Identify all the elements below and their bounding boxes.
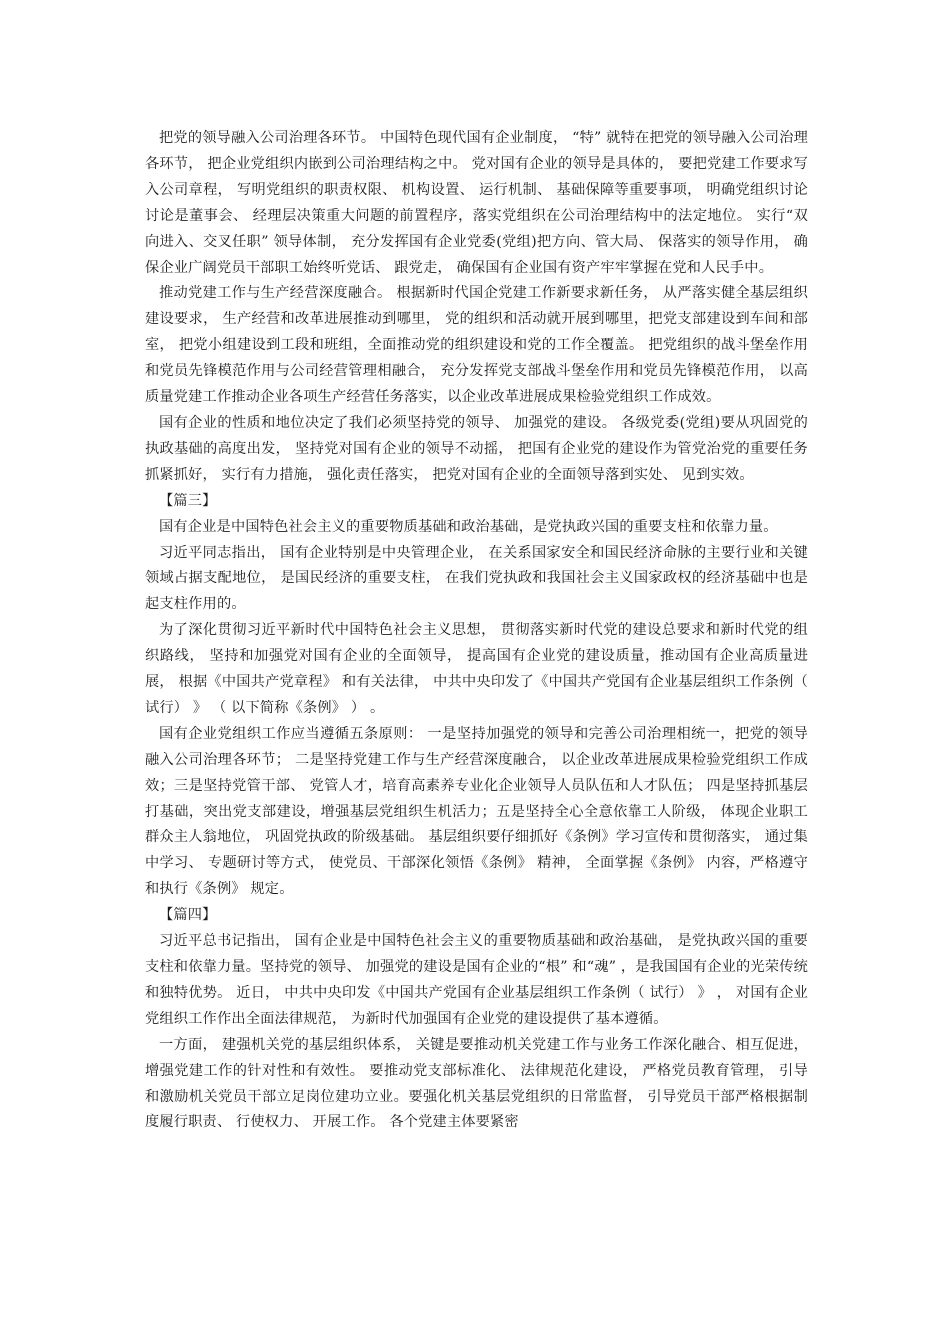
section-heading-part-three: 【篇三】 xyxy=(159,492,217,509)
section-heading-part-four: 【篇四】 xyxy=(159,907,217,924)
paragraph-organ-grassroots-system: 一方面， 建强机关党的基层组织体系， 关键是要推动机关党建工作与业务工作深化融合、相互促进， 增强党建工作的针对性和有效性。 要推动党支部标准化、 法律规范化建设， 严格党员教育管理， 引导和激励机关党员干部立足岗位建功立业。要强化机关基层党组织的日常监督， 引导党员干部严格根据制度履行职责、 行使权力、 开展工作。 各个党建主体要紧密 xyxy=(145,1036,808,1131)
paragraph-soe-nature-status: 国有企业的性质和地位决定了我们必须坚持党的领导、 加强党的建设。 各级党委(党组)要从巩固党的执政基础的高度出发， 坚持党对国有企业的领导不动摇， 把国有企业党的建设作为管党治党的重要任务抓紧抓好， 实行有力措施， 强化责任落实， 把党对国有企业的全面领导落到实处、 见到实效。 xyxy=(145,414,808,483)
paragraph-party-building-production: 推动党建工作与生产经营深度融合。 根据新时代国企党建工作新要求新任务， 从严落实健全基层组织建设要求， 生产经营和改革进展推动到哪里， 党的组织和活动就开展到哪里，把党支部建设到车间和部室， 把党小组建设到工段和班组，全面推动党的组织建设和党的工作全覆盖。 把党组织的战斗堡垒作用和党员先锋模范作用与公司经营管理相融合， 充分发挥党支部战斗堡垒作用和党员先锋模范作用， 以高质量党建工作推动企业各项生产经营任务落实，以企业改革进展成果检验党组织工作成效。 xyxy=(145,285,808,406)
paragraph-soe-foundation: 国有企业是中国特色社会主义的重要物质基础和政治基础，是党执政兴国的重要支柱和依靠力量。 xyxy=(159,518,778,535)
paragraph-regulations-issued: 为了深化贯彻习近平新时代中国特色社会主义思想， 贯彻落实新时代党的建设总要求和新时代党的组织路线， 坚持和加强党对国有企业的全面领导， 提高国有企业党的建设质量，推动国有企业高质量进展， 根据《中国共产党章程》 和有关法律， 中共中央印发了《中国共产党国有企业基层组织工作条例（ 试行） 》 （ 以下简称《条例》 ） 。 xyxy=(145,622,808,716)
paragraph-five-principles: 国有企业党组织工作应当遵循五条原则： 一是坚持加强党的领导和完善公司治理相统一，把党的领导融入公司治理各环节； 二是坚持党建工作与生产经营深度融合， 以企业改革进展成果检验党组织工作成效；三是坚持党管干部、 党管人才，培育高素养专业化企业领导人员队伍和人才队伍； 四是坚持抓基层打基础，突出党支部建设，增强基层党组织生机活力；五是坚持全心全意依靠工人阶级， 体现企业职工群众主人翁地位， 巩固党执政的阶级基础。 基层组织要仔细抓好《条例》学习宣传和贯彻落实， 通过集中学习、 专题研讨等方式， 使党员、干部深化领悟《条例》 精神， 全面掌握《条例》 内容，严格遵守和执行《条例》 规定。 xyxy=(145,725,808,898)
paragraph-root-and-soul: 习近平总书记指出， 国有企业是中国特色社会主义的重要物质基础和政治基础， 是党执政兴国的重要支柱和依靠力量。坚持党的领导、 加强党的建设是国有企业的“根” 和“魂” ，是我国国有企业的光荣传统和独特优势。 近日， 中共中央印发《中国共产党国有企业基层组织工作条例（ 试行） 》 ， 对国有企业党组织工作作出全面法律规范， 为新时代加强国有企业党的建设提供了基本遵循。 xyxy=(145,933,808,1027)
document-body xyxy=(145,126,808,1136)
paragraph-xi-central-enterprises: 习近平同志指出， 国有企业特别是中央管理企业， 在关系国家安全和国民经济命脉的主要行业和关键领域占据支配地位， 是国民经济的重要支柱， 在我们党执政和我国社会主义国家政权的经济基础中也是起支柱作用的。 xyxy=(145,544,808,613)
paragraph-party-leadership-governance: 把党的领导融入公司治理各环节。 中国特色现代国有企业制度， “特” 就特在把党的领导融入公司治理各环节， 把企业党组织内嵌到公司治理结构之中。 党对国有企业的领导是具体的， 要把党建工作要求写入公司章程， 写明党组织的职责权限、 机构设置、 运行机制、 基础保障等重要事项， 明确党组织讨论讨论是董事会、 经理层决策重大问题的前置程序，落实党组织在公司治理结构中的法定地位。 实行“双向进入、交叉任职” 领导体制， 充分发挥国有企业党委(党组)把方向、管大局、 保落实的领导作用， 确保企业广阔党员干部职工始终听党话、 跟党走， 确保国有企业国有资产牢牢掌握在党和人民手中。 xyxy=(145,130,808,276)
